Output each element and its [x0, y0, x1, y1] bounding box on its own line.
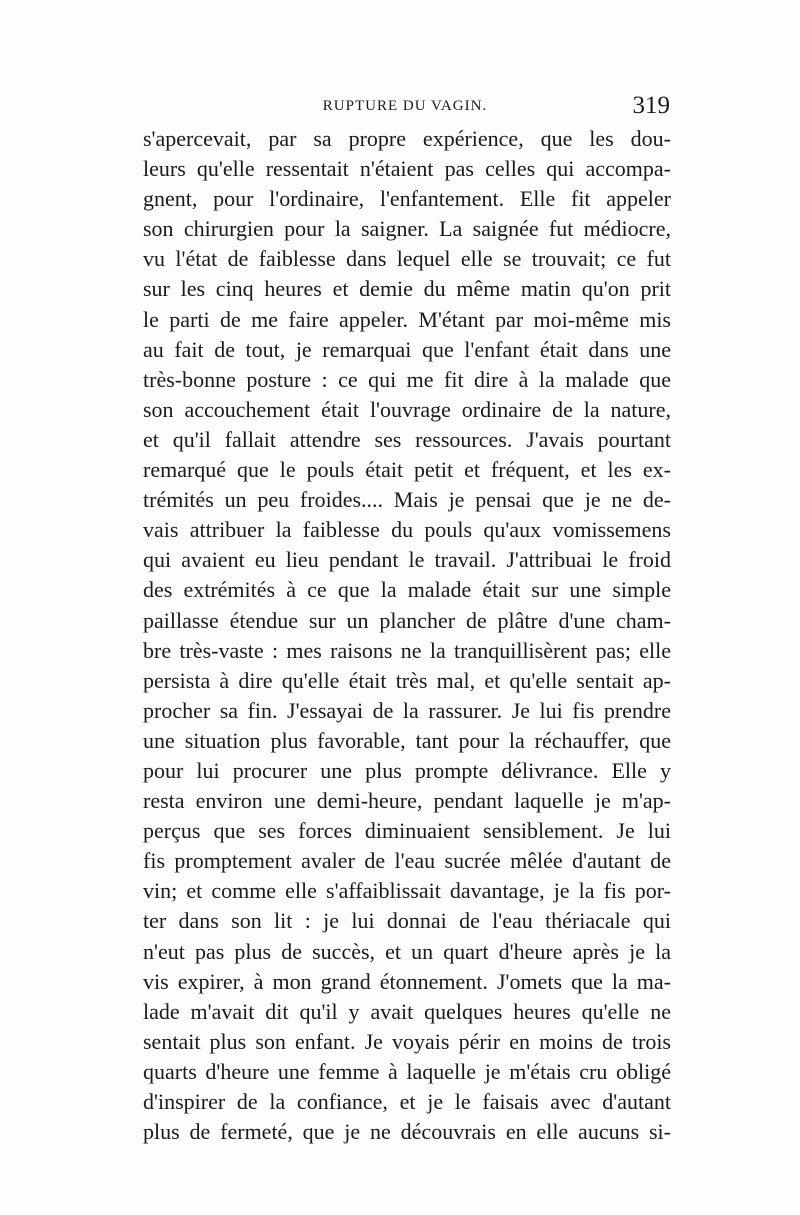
running-head — [140, 92, 670, 124]
running-title: RUPTURE DU VAGIN. — [322, 98, 488, 114]
text-line: fis promptement avaler de l'eau sucrée mêlée d'autant de — [143, 848, 671, 874]
text-line: persista à dire qu'elle était très mal, et qu'elle sentait ap- — [143, 667, 671, 693]
text-line: remarqué que le pouls était petit et fréquent, et les ex- — [143, 457, 671, 483]
text-line: son chirurgien pour la saigner. La saignée fut médiocre, — [143, 216, 671, 242]
text-line: quarts d'heure une femme à laquelle je m'étais cru obligé — [143, 1058, 671, 1084]
text-line: des extrémités à ce que la malade était sur une simple — [143, 577, 671, 603]
text-line: n'eut pas plus de succès, et un quart d'heure après je la — [143, 938, 671, 964]
text-line: procher sa fin. J'essayai de la rassurer. Je lui fis prendre — [143, 697, 671, 723]
text-line: leurs qu'elle ressentait n'étaient pas celles qui accompa- — [143, 156, 671, 182]
text-line: vin; et comme elle s'affaiblissait davantage, je la fis por- — [143, 878, 671, 904]
page-number: 319 — [632, 92, 670, 119]
text-line: perçus que ses forces diminuaient sensiblement. Je lui — [143, 818, 671, 844]
text-line: et qu'il fallait attendre ses ressources. J'avais pourtant — [143, 426, 671, 452]
text-line: très-bonne posture : ce qui me fit dire à la malade que — [143, 366, 671, 392]
text-line: une situation plus favorable, tant pour la réchauffer, que — [143, 727, 671, 753]
text-line: sentait plus son enfant. Je voyais périr en moins de trois — [143, 1028, 671, 1054]
text-line: plus de fermeté, que je ne découvrais en elle aucuns si- — [143, 1119, 671, 1145]
text-line: vais attribuer la faiblesse du pouls qu'aux vomissemens — [143, 517, 671, 543]
text-line: resta environ une demi-heure, pendant laquelle je m'ap- — [143, 788, 671, 814]
text-line: trémités un peu froides.... Mais je pensai que je ne de- — [143, 487, 671, 513]
text-line: lade m'avait dit qu'il y avait quelques heures qu'elle ne — [143, 998, 671, 1024]
text-line: vis expirer, à mon grand étonnement. J'omets que la ma- — [143, 968, 671, 994]
text-line: bre très-vaste : mes raisons ne la tranquillisèrent pas; elle — [143, 637, 671, 663]
body-text — [143, 124, 671, 1147]
text-line: sur les cinq heures et demie du même matin qu'on prit — [143, 276, 671, 302]
text-line: ter dans son lit : je lui donnai de l'eau thériacale qui — [143, 908, 671, 934]
text-line: s'apercevait, par sa propre expérience, que les dou- — [143, 126, 671, 151]
text-line: d'inspirer de la confiance, et je le faisais avec d'autant — [143, 1089, 671, 1114]
text-line: qui avaient eu lieu pendant le travail. J'attribuai le froid — [143, 547, 671, 573]
text-line: gnent, pour l'ordinaire, l'enfantement. Elle fit appeler — [143, 186, 671, 212]
text-line: paillasse étendue sur un plancher de plâtre d'une cham- — [143, 607, 671, 633]
text-line: pour lui procurer une plus prompte délivrance. Elle y — [143, 757, 671, 783]
text-line: le parti de me faire appeler. M'étant par moi-même mis — [143, 306, 671, 332]
text-line: au fait de tout, je remarquai que l'enfant était dans une — [143, 336, 671, 362]
text-line: son accouchement était l'ouvrage ordinaire de la nature, — [143, 396, 671, 422]
text-line: vu l'état de faiblesse dans lequel elle se trouvait; ce fut — [143, 246, 671, 272]
